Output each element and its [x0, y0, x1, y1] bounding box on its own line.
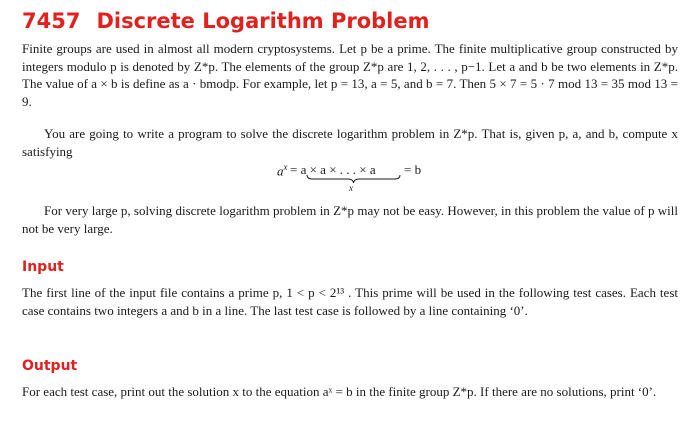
problem-title [22, 8, 430, 34]
equation-lhs: $a^x$ [277, 162, 288, 179]
output-description: For each test case, print out the solution x to the equation aˣ = b in the finite group Z*p. If there are no solutions, print ‘0’. [22, 384, 657, 399]
equation-product: = a × a × . . . × a [290, 162, 376, 177]
input-heading: Input [22, 259, 64, 275]
input-description: The first line of the input file contains a prime p, 1 < p < 2¹³ . This prime will be used in the following test cases. Each test case contains two integers a and b in a line. The last test case is followed by a line containing ‘0’. [22, 285, 678, 318]
equation-rhs: = b [404, 162, 422, 177]
discrete-log-equation [0, 162, 683, 196]
underbrace-icon [306, 174, 401, 184]
statement-paragraph-2: You are going to write a program to solve the discrete logarithm problem in Z*p. That is, given p, a, and b, compute x satisfying [22, 126, 678, 159]
underbrace-label: x [349, 183, 353, 193]
problem-name: Discrete Logarithm Problem [96, 9, 430, 33]
statement-paragraph-3: For very large p, solving discrete logarithm problem in Z*p may not be easy. However, in this problem the value of p will not be very large. [22, 203, 678, 236]
statement-paragraph-1: Finite groups are used in almost all modern cryptosystems. Let p be a prime. The finite multiplicative group constructed by integers modulo p is denoted by Z*p. The elements of the group Z*p are 1, 2, . . . , p−1. Let a and b be two elements in Z*p. The value of a × b is define as a · bmodp. For example, let p = 13, a = 5, and b = 7. Then 5 × 7 = 5 · 7 mod 13 = 35 mod 13 = 9. [22, 41, 678, 109]
problem-number: 7457 [22, 9, 81, 33]
output-heading: Output [22, 358, 78, 374]
